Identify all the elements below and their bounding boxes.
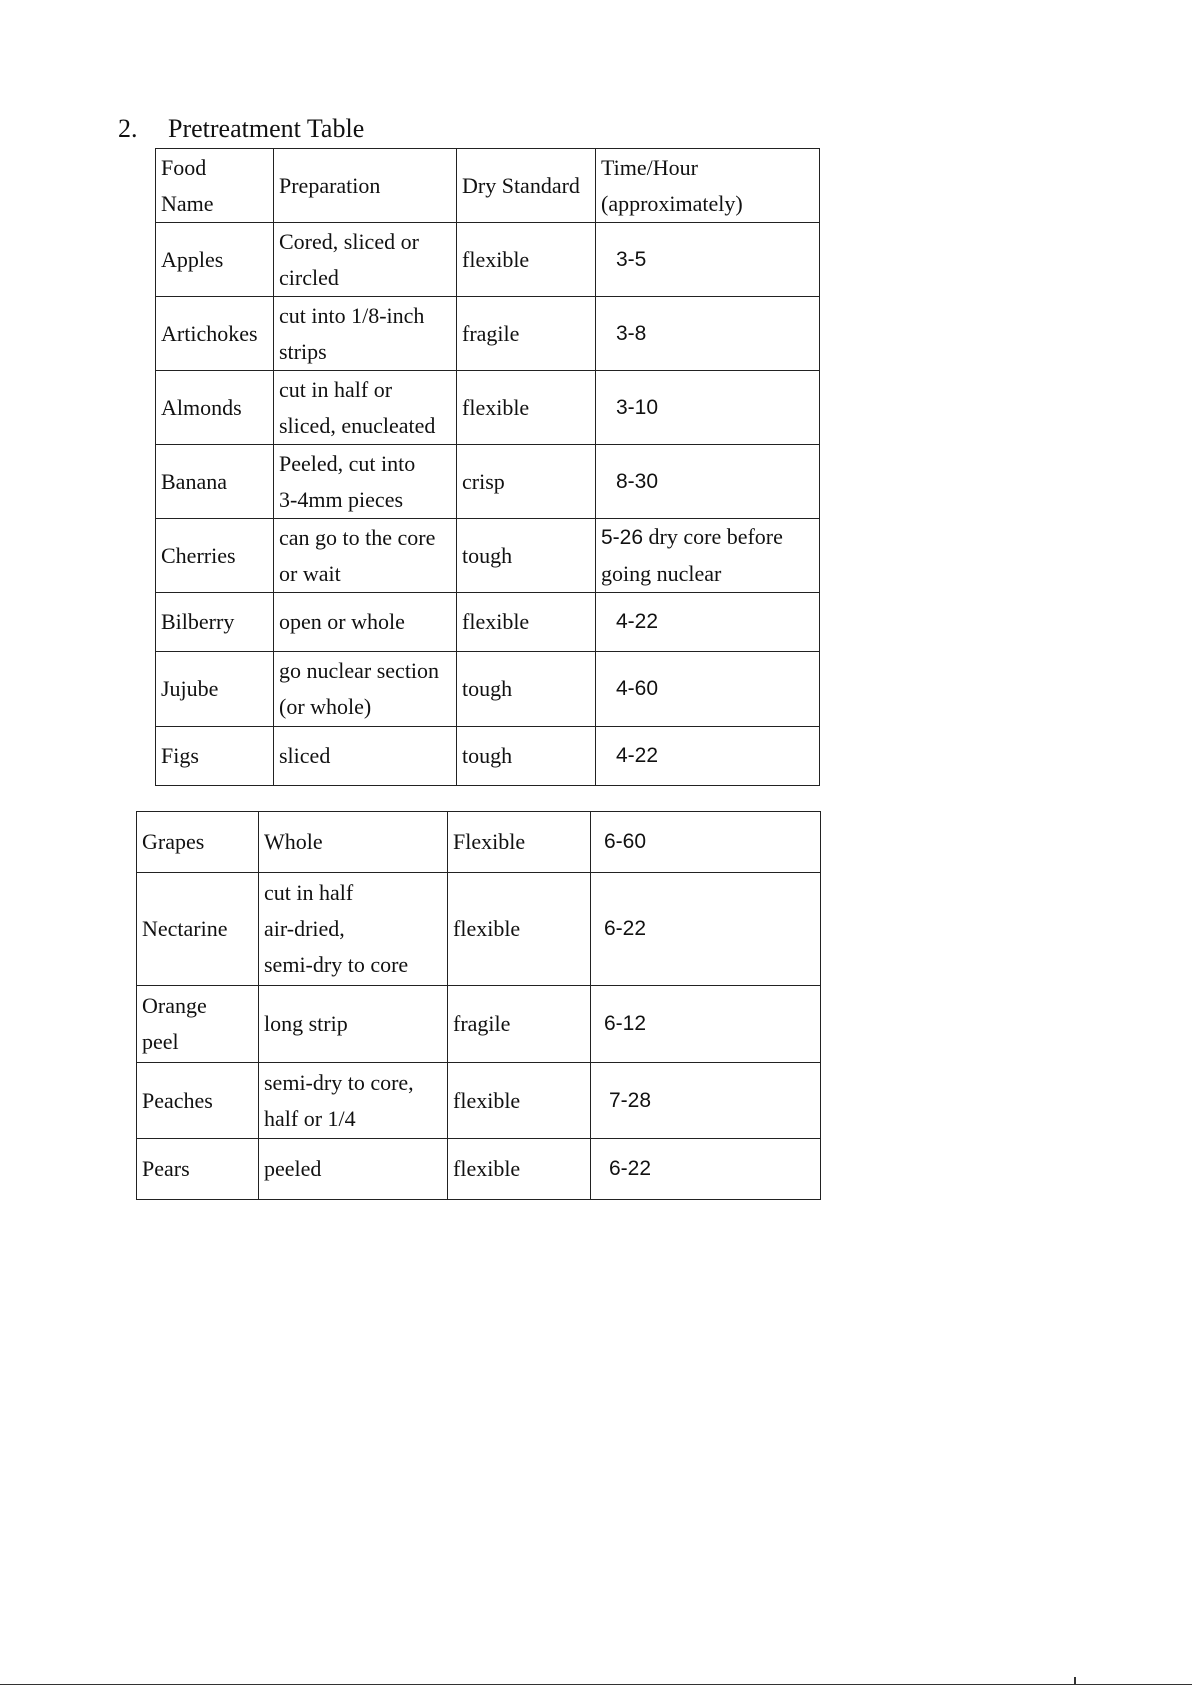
cell-dry-standard: flexible (448, 873, 591, 986)
table-header-row (156, 149, 820, 223)
cell-time: 3-10 (596, 371, 820, 445)
cell-dry-standard: flexible (457, 371, 596, 445)
table-row (156, 223, 820, 297)
table-row (137, 812, 821, 873)
cell-food: Grapes (137, 812, 259, 873)
cell-preparation: Whole (259, 812, 448, 873)
cell-preparation: cut in half air-dried, semi-dry to core (259, 873, 448, 986)
cell-dry-standard: tough (457, 519, 596, 593)
pretreatment-table-2 (136, 811, 821, 1200)
cell-food: Pears (137, 1139, 259, 1200)
cell-dry-standard: tough (457, 727, 596, 786)
time-value: 5-26 (601, 526, 644, 549)
cell-preparation: open or whole (274, 593, 457, 652)
table-row (156, 371, 820, 445)
cell-food: Figs (156, 727, 274, 786)
header-preparation: Preparation (274, 149, 457, 223)
cell-preparation: semi-dry to core, half or 1/4 (259, 1063, 448, 1139)
cell-dry-standard: flexible (457, 593, 596, 652)
cell-food: Banana (156, 445, 274, 519)
section-heading (118, 114, 364, 144)
cell-preparation: can go to the core or wait (274, 519, 457, 593)
cell-time: 4-22 (596, 593, 820, 652)
header-time: Time/Hour (approximately) (596, 149, 820, 223)
cell-time: 7-28 (591, 1063, 821, 1139)
cell-food: Jujube (156, 652, 274, 727)
table-row (137, 1063, 821, 1139)
cell-dry-standard: flexible (448, 1139, 591, 1200)
table-row (137, 986, 821, 1063)
cell-preparation: cut into 1/8-inch strips (274, 297, 457, 371)
cell-time: 4-60 (596, 652, 820, 727)
cell-food: Orange peel (137, 986, 259, 1063)
cell-dry-standard: flexible (457, 223, 596, 297)
cell-time: 6-22 (591, 1139, 821, 1200)
cell-dry-standard: flexible (448, 1063, 591, 1139)
table-row (137, 873, 821, 986)
table-row (137, 1139, 821, 1200)
cell-food: Nectarine (137, 873, 259, 986)
header-food-name: Food Name (156, 149, 274, 223)
table-row (156, 297, 820, 371)
cell-preparation: long strip (259, 986, 448, 1063)
table-row (156, 519, 820, 593)
cell-preparation: sliced (274, 727, 457, 786)
cell-preparation: peeled (259, 1139, 448, 1200)
table-row (156, 445, 820, 519)
table-row (156, 593, 820, 652)
cell-time: 6-60 (591, 812, 821, 873)
cell-time: 8-30 (596, 445, 820, 519)
cell-preparation: cut in half or sliced, enucleated (274, 371, 457, 445)
cell-food: Peaches (137, 1063, 259, 1139)
time-note-line2: going nuclear (601, 561, 722, 586)
cell-time: 6-12 (591, 986, 821, 1063)
cell-dry-standard: fragile (448, 986, 591, 1063)
cell-time (596, 519, 820, 593)
cell-food: Almonds (156, 371, 274, 445)
cell-time: 6-22 (591, 873, 821, 986)
section-title: Pretreatment Table (168, 114, 365, 143)
header-dry-standard: Dry Standard (457, 149, 596, 223)
cell-food: Apples (156, 223, 274, 297)
cell-food: Cherries (156, 519, 274, 593)
page-bottom-tick (1074, 1677, 1076, 1685)
cell-preparation: go nuclear section (or whole) (274, 652, 457, 727)
table-row (156, 652, 820, 727)
table-row (156, 727, 820, 786)
cell-dry-standard: tough (457, 652, 596, 727)
cell-dry-standard: crisp (457, 445, 596, 519)
cell-food: Artichokes (156, 297, 274, 371)
time-note: dry core before (643, 524, 783, 549)
cell-time: 4-22 (596, 727, 820, 786)
pretreatment-table-1 (155, 148, 820, 786)
cell-dry-standard: Flexible (448, 812, 591, 873)
cell-dry-standard: fragile (457, 297, 596, 371)
cell-food: Bilberry (156, 593, 274, 652)
cell-preparation: Peeled, cut into 3-4mm pieces (274, 445, 457, 519)
cell-preparation: Cored, sliced or circled (274, 223, 457, 297)
cell-time: 3-5 (596, 223, 820, 297)
cell-time: 3-8 (596, 297, 820, 371)
section-number: 2. (118, 114, 138, 143)
